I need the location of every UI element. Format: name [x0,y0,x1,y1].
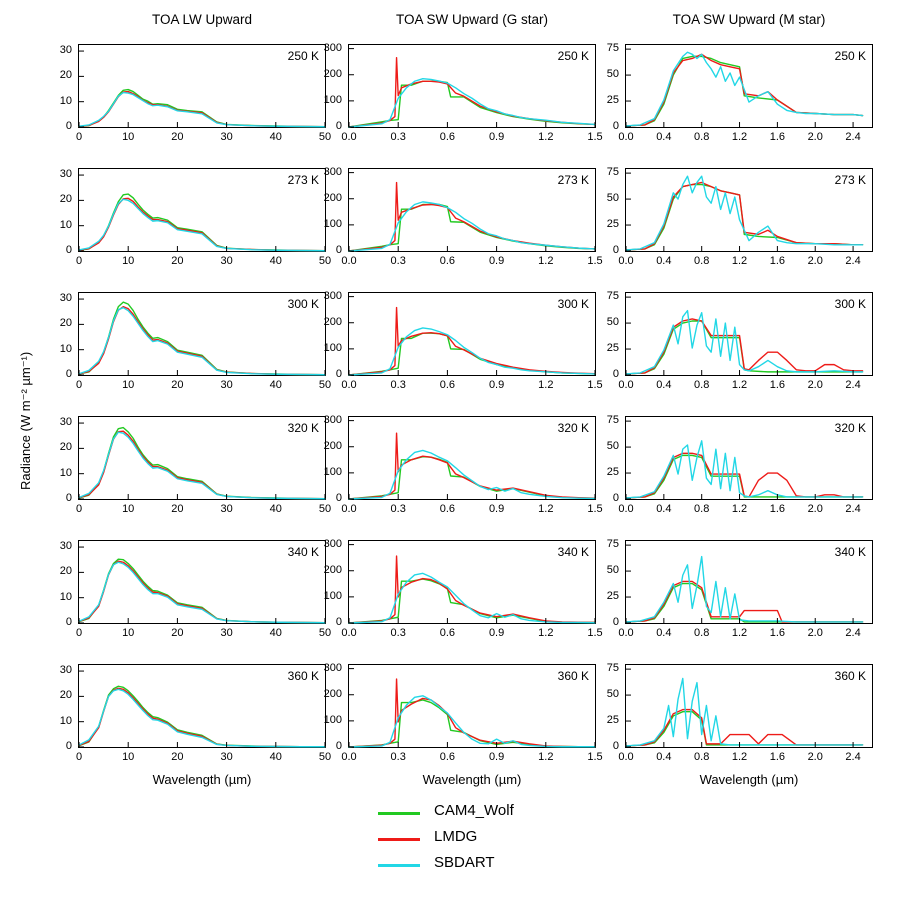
x-tick-label: 0.4 [656,503,672,515]
x-tick-label: 20 [171,751,184,763]
x-tick-label: 2.4 [845,131,861,143]
x-tick-label: 0.4 [656,751,672,763]
x-tick-label: 10 [122,255,135,267]
y-tick-label: 0 [65,244,72,256]
x-tick-label: 20 [171,379,184,391]
y-tick-label: 0 [335,368,342,380]
series-cam4-wolf [79,194,325,251]
series-sbdart [349,696,595,747]
panel-temperature-label: 360 K [287,669,319,683]
x-tick-label: 0.3 [390,627,406,639]
y-tick-label: 75 [606,42,619,55]
x-tick-label: 30 [220,379,233,391]
plot-panel-c1-r2 [78,168,326,252]
plot-panel-c2-r3 [348,292,596,376]
x-tick-label: 2.0 [807,751,823,763]
x-tick-label: 0.6 [439,503,456,515]
y-tick-label: 0 [612,740,619,752]
x-tick-label: 1.2 [538,627,554,639]
series-cam4-wolf [79,428,325,499]
y-tick-label: 10 [59,714,72,727]
x-tick-label: 0.9 [488,751,505,763]
series-lmdg [79,431,325,499]
series-sbdart [349,328,595,375]
legend-swatch-line [378,838,420,841]
x-tick-label: 0.0 [618,379,634,391]
x-tick-label: 40 [269,503,282,515]
x-tick-label: 1.2 [538,131,554,143]
series-sbdart [79,689,325,746]
plot-panel-c1-r4 [78,416,326,500]
x-axis-title-col3: Wavelength (µm) [699,772,799,787]
series-lmdg [626,182,863,249]
x-tick-label: 10 [122,503,135,515]
series-sbdart [349,573,595,623]
x-tick-label: 1.6 [769,255,786,267]
x-tick-label: 1.6 [769,379,786,391]
x-tick-label: 0.0 [341,751,357,763]
x-axis-title-col1: Wavelength (µm) [152,772,252,787]
x-tick-label: 10 [122,627,135,639]
y-tick-label: 0 [65,616,72,628]
x-tick-label: 30 [220,627,233,639]
x-tick-label: 40 [269,627,282,639]
y-tick-label: 100 [323,93,342,106]
x-tick-label: 1.5 [587,255,603,267]
legend-label: SBDART [434,854,495,871]
y-tick-label: 75 [606,538,619,551]
x-tick-label: 0 [75,503,83,515]
y-tick-label: 0 [65,740,72,752]
y-tick-label: 0 [335,740,342,752]
y-tick-label: 75 [606,166,619,179]
y-tick-label: 0 [65,492,72,504]
x-tick-label: 0.6 [439,627,456,639]
y-tick-label: 10 [59,590,72,603]
y-tick-label: 20 [59,317,72,330]
x-tick-label: 0 [75,131,83,143]
x-tick-label: 30 [220,503,233,515]
x-tick-label: 0.9 [488,131,505,143]
x-tick-label: 50 [318,627,332,639]
panel-temperature-label: 273 K [557,173,589,187]
x-tick-label: 2.0 [807,627,823,639]
x-tick-label: 0.3 [390,751,406,763]
x-tick-label: 30 [220,751,233,763]
series-cam4-wolf [79,90,325,127]
x-tick-label: 1.5 [587,379,603,391]
y-tick-label: 50 [606,192,619,205]
x-tick-label: 0.8 [694,255,710,267]
series-sbdart [79,93,325,127]
x-tick-label: 0.0 [341,255,357,267]
series-cam4-wolf [349,204,595,251]
series-lmdg [349,308,595,375]
plot-panel-c1-r3 [78,292,326,376]
series-lmdg [349,556,595,623]
y-tick-label: 300 [323,41,342,54]
plot-panel-c3-r4 [625,416,873,500]
plot-panel-c3-r1 [625,44,873,128]
panel-temperature-label: 360 K [557,669,589,683]
y-tick-label: 0 [335,120,342,132]
x-tick-label: 50 [318,131,332,143]
x-tick-label: 0.6 [439,379,456,391]
x-tick-label: 0.6 [439,255,456,267]
plot-panel-c3-r3 [625,292,873,376]
series-cam4-wolf [626,584,863,622]
plot-panel-c1-r1 [78,44,326,128]
plot-panel-c2-r6 [348,664,596,748]
y-tick-label: 50 [606,440,619,453]
legend-label: LMDG [434,828,478,845]
plot-panel-c2-r4 [348,416,596,500]
series-sbdart [626,52,863,126]
x-tick-label: 1.2 [731,255,748,267]
series-lmdg [349,58,595,127]
panel-temperature-label: 340 K [834,545,866,559]
x-tick-label: 1.2 [731,751,748,763]
panel-temperature-label: 320 K [287,421,319,435]
series-cam4-wolf [349,579,595,623]
series-lmdg [349,183,595,251]
x-tick-label: 2.4 [845,379,861,391]
y-tick-label: 25 [606,714,619,727]
plot-panel-c1-r5 [78,540,326,624]
y-tick-label: 25 [606,466,619,479]
x-tick-label: 0.8 [694,627,710,639]
plot-panel-c3-r6 [625,664,873,748]
x-tick-label: 1.5 [587,751,603,763]
x-tick-label: 0 [75,627,83,639]
y-tick-label: 30 [59,168,72,181]
x-tick-label: 1.2 [538,379,554,391]
series-sbdart [79,562,325,623]
y-tick-label: 100 [323,589,342,602]
series-lmdg [79,561,325,623]
x-tick-label: 0.9 [488,627,505,639]
series-cam4-wolf [349,457,595,499]
x-tick-label: 0.3 [390,255,406,267]
x-tick-label: 0.4 [656,255,672,267]
y-tick-label: 10 [59,94,72,107]
x-tick-label: 0.8 [694,379,710,391]
x-tick-label: 0.0 [618,627,634,639]
y-tick-label: 30 [59,540,72,553]
column-title-1: TOA LW Upward [151,12,253,27]
x-tick-label: 1.6 [769,751,786,763]
x-tick-label: 0.8 [694,751,710,763]
x-tick-label: 20 [171,131,184,143]
plot-panel-c2-r1 [348,44,596,128]
y-axis-title: Radiance (W m⁻² µm⁻¹) [18,351,33,490]
y-tick-label: 300 [323,413,342,426]
x-tick-label: 1.2 [538,751,554,763]
y-tick-label: 0 [612,244,619,256]
x-tick-label: 0.0 [341,379,357,391]
panel-temperature-label: 250 K [557,49,589,63]
x-tick-label: 0 [75,751,83,763]
x-tick-label: 2.4 [845,503,861,515]
x-tick-label: 0.3 [390,131,406,143]
plot-panel-c2-r5 [348,540,596,624]
x-tick-label: 0.0 [618,255,634,267]
series-sbdart [626,176,863,250]
y-tick-label: 200 [323,67,342,80]
y-tick-label: 0 [612,120,619,132]
series-lmdg [626,581,863,622]
y-tick-label: 75 [606,414,619,427]
x-tick-label: 10 [122,751,135,763]
x-tick-label: 0.8 [694,503,710,515]
series-lmdg [349,433,595,499]
x-tick-label: 1.2 [538,255,554,267]
y-tick-label: 0 [335,244,342,256]
y-tick-label: 75 [606,290,619,303]
x-tick-label: 40 [269,131,282,143]
x-tick-label: 0.4 [656,379,672,391]
series-sbdart [626,441,863,498]
x-tick-label: 0.0 [618,751,634,763]
x-tick-label: 2.4 [845,751,861,763]
panel-temperature-label: 300 K [287,297,319,311]
x-tick-label: 0 [75,255,83,267]
series-cam4-wolf [79,559,325,623]
panel-temperature-label: 360 K [834,669,866,683]
y-tick-label: 30 [59,44,72,57]
y-tick-label: 10 [59,218,72,231]
x-tick-label: 0.0 [618,503,634,515]
series-lmdg [626,319,863,374]
x-tick-label: 1.2 [731,627,748,639]
x-tick-label: 1.2 [731,503,748,515]
panel-temperature-label: 273 K [834,173,866,187]
y-tick-label: 20 [59,193,72,206]
x-tick-label: 1.6 [769,627,786,639]
panel-temperature-label: 320 K [834,421,866,435]
x-tick-label: 40 [269,751,282,763]
x-tick-label: 2.0 [807,131,823,143]
y-tick-label: 10 [59,342,72,355]
y-tick-label: 200 [323,439,342,452]
y-tick-label: 300 [323,165,342,178]
series-lmdg [349,679,595,747]
x-tick-label: 40 [269,379,282,391]
y-tick-label: 20 [59,565,72,578]
plot-panel-c3-r2 [625,168,873,252]
y-tick-label: 50 [606,316,619,329]
x-tick-label: 1.5 [587,627,603,639]
y-tick-label: 100 [323,465,342,478]
panel-temperature-label: 300 K [834,297,866,311]
panel-temperature-label: 320 K [557,421,589,435]
x-tick-label: 2.0 [807,255,823,267]
y-tick-label: 75 [606,662,619,675]
panel-temperature-label: 300 K [557,297,589,311]
y-tick-label: 100 [323,713,342,726]
y-tick-label: 200 [323,315,342,328]
panel-temperature-label: 340 K [557,545,589,559]
panel-temperature-label: 273 K [287,173,319,187]
y-tick-label: 0 [335,616,342,628]
column-title-2: TOA SW Upward (G star) [395,12,549,27]
x-tick-label: 1.2 [538,503,554,515]
series-cam4-wolf [626,455,863,498]
plot-panel-c2-r2 [348,168,596,252]
x-tick-label: 2.0 [807,503,823,515]
y-tick-label: 200 [323,687,342,700]
x-tick-label: 10 [122,131,135,143]
x-tick-label: 30 [220,255,233,267]
x-tick-label: 1.5 [587,131,603,143]
x-tick-label: 1.6 [769,131,786,143]
x-tick-label: 2.4 [845,255,861,267]
y-tick-label: 50 [606,68,619,81]
y-tick-label: 300 [323,537,342,550]
x-tick-label: 0.3 [390,379,406,391]
series-lmdg [626,453,863,498]
series-cam4-wolf [626,712,863,746]
y-tick-label: 0 [335,492,342,504]
x-tick-label: 1.6 [769,503,786,515]
y-tick-label: 50 [606,688,619,701]
x-tick-label: 0.9 [488,503,505,515]
x-tick-label: 0.0 [341,627,357,639]
y-tick-label: 20 [59,689,72,702]
y-tick-label: 0 [65,368,72,380]
y-tick-label: 30 [59,664,72,677]
x-tick-label: 0.6 [439,131,456,143]
x-tick-label: 0 [75,379,83,391]
legend-swatch-line [378,812,420,815]
series-cam4-wolf [79,302,325,375]
x-tick-label: 50 [318,751,332,763]
plot-panel-c3-r5 [625,540,873,624]
legend-swatch-line [378,864,420,867]
y-tick-label: 50 [606,564,619,577]
x-tick-label: 50 [318,503,332,515]
x-tick-label: 1.5 [587,503,603,515]
column-title-3: TOA SW Upward (M star) [672,12,826,27]
y-tick-label: 25 [606,94,619,107]
x-tick-label: 20 [171,255,184,267]
x-tick-label: 0.4 [656,131,672,143]
legend-label: CAM4_Wolf [434,802,514,819]
y-tick-label: 0 [612,368,619,380]
y-tick-label: 0 [612,616,619,628]
x-tick-label: 30 [220,131,233,143]
x-tick-label: 10 [122,379,135,391]
series-sbdart [79,432,325,499]
x-tick-label: 0.0 [341,131,357,143]
y-tick-label: 300 [323,289,342,302]
y-tick-label: 10 [59,466,72,479]
series-cam4-wolf [626,185,863,250]
x-tick-label: 0.6 [439,751,456,763]
y-tick-label: 300 [323,661,342,674]
x-tick-label: 40 [269,255,282,267]
x-tick-label: 0.9 [488,255,505,267]
series-cam4-wolf [349,81,595,127]
x-tick-label: 0.4 [656,627,672,639]
panel-temperature-label: 340 K [287,545,319,559]
y-tick-label: 30 [59,416,72,429]
x-tick-label: 50 [318,255,332,267]
y-tick-label: 20 [59,441,72,454]
x-tick-label: 0.8 [694,131,710,143]
y-tick-label: 200 [323,191,342,204]
y-tick-label: 100 [323,341,342,354]
x-tick-label: 0.3 [390,503,406,515]
series-lmdg [626,710,863,746]
y-tick-label: 200 [323,563,342,576]
x-axis-title-col2: Wavelength (µm) [422,772,522,787]
series-sbdart [79,199,325,250]
x-tick-label: 2.0 [807,379,823,391]
y-tick-label: 100 [323,217,342,230]
x-tick-label: 20 [171,503,184,515]
x-tick-label: 2.4 [845,627,861,639]
x-tick-label: 50 [318,379,332,391]
y-tick-label: 30 [59,292,72,305]
x-tick-label: 1.2 [731,379,748,391]
x-tick-label: 0.9 [488,379,505,391]
y-tick-label: 25 [606,590,619,603]
panel-temperature-label: 250 K [287,49,319,63]
x-tick-label: 1.2 [731,131,748,143]
series-lmdg [79,92,325,127]
y-tick-label: 20 [59,69,72,82]
plot-panel-c1-r6 [78,664,326,748]
series-sbdart [626,557,863,622]
x-tick-label: 0.0 [341,503,357,515]
y-tick-label: 25 [606,218,619,231]
series-sbdart [349,450,595,499]
y-tick-label: 25 [606,342,619,355]
x-tick-label: 0.0 [618,131,634,143]
y-tick-label: 0 [612,492,619,504]
y-tick-label: 0 [65,120,72,132]
panel-temperature-label: 250 K [834,49,866,63]
x-tick-label: 20 [171,627,184,639]
